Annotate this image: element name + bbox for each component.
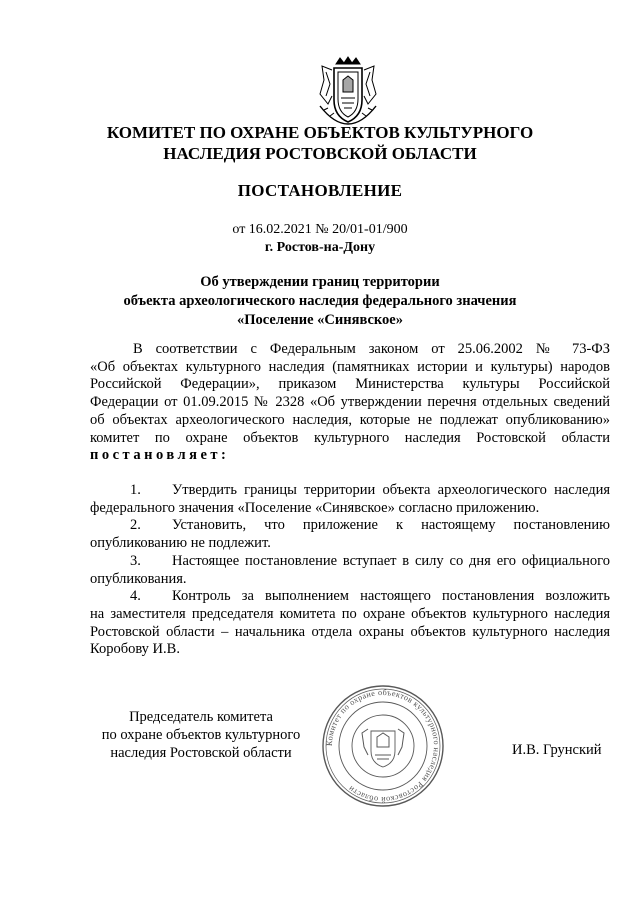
signatory-name: И.В. Грунский — [512, 742, 602, 758]
item-line — [90, 482, 610, 500]
svg-text:Комитет по охране объектов кул — [325, 688, 441, 804]
organization-name — [60, 122, 580, 164]
list-item — [90, 517, 610, 552]
preamble-line: В соответствии с Федеральным законом от 25.06.2002 № 73-ФЗ — [133, 341, 610, 357]
item-line: опубликованию не подлежит. — [90, 535, 271, 552]
list-item — [90, 588, 610, 659]
item-line — [90, 517, 610, 535]
item-text: Утвердить границы территории объекта археологического наследия — [172, 482, 610, 498]
item-line: Ростовской области – начальника отдела охраны объектов культурного наследия — [90, 623, 610, 640]
resolution-items — [90, 482, 610, 659]
item-line: Коробову И.В. — [90, 641, 180, 658]
preamble-line: Российской Федерации», приказом Министерства культуры Российской — [90, 376, 610, 393]
signatory-position — [96, 708, 306, 762]
org-line-2: НАСЛЕДИЯ РОСТОВСКОЙ ОБЛАСТИ — [163, 144, 477, 163]
document-type: ПОСТАНОВЛЕНИЕ — [237, 181, 403, 200]
preamble-paragraph — [90, 341, 610, 465]
item-number: 2. — [130, 517, 141, 534]
subject-line-3: «Поселение «Синявское» — [237, 312, 403, 328]
item-text: Настоящее постановление вступает в силу со дня его официального — [172, 552, 610, 569]
item-number: 3. — [130, 552, 141, 569]
item-number: 1. — [130, 482, 141, 498]
preamble-line: комитет по охране объектов культурного наследия Ростовской области — [90, 429, 610, 446]
seal-text: Комитет по охране объектов культурного наследия Ростовской области — [324, 687, 442, 805]
item-line: на заместителя председателя комитета по охране объектов культурного наследия — [90, 605, 610, 622]
date-number: от 16.02.2021 № 20/01-01/900 — [232, 222, 408, 237]
preamble-line: Федерации от 01.09.2015 № 2328 «Об утверждении перечня отдельных сведений — [90, 394, 610, 411]
item-text: Контроль за выполнением настоящего постановления возложить — [172, 588, 610, 605]
document-place: г. Ростов-на-Дону — [264, 240, 376, 255]
item-number: 4. — [130, 588, 141, 605]
org-line-1: КОМИТЕТ ПО ОХРАНЕ ОБЪЕКТОВ КУЛЬТУРНОГО — [106, 123, 534, 142]
preamble-line: об объектах археологического наследия, которые не подлежат опубликованию» — [90, 411, 610, 428]
list-item — [90, 482, 610, 517]
position-line-2: по охране объектов культурного — [101, 727, 301, 743]
subject-line-1: Об утверждении границ территории — [200, 274, 440, 290]
item-line: федерального значения «Поселение «Синявское» согласно приложению. — [90, 499, 540, 516]
list-item — [90, 553, 610, 588]
resolves-word: постановляет: — [90, 447, 230, 464]
preamble-line: «Об объектах культурного наследия (памятниках истории и культуры) народов — [90, 358, 610, 375]
position-line-1: Председатель комитета — [129, 709, 273, 725]
document-subject — [40, 273, 600, 330]
position-line-3: наследия Ростовской области — [110, 745, 292, 761]
official-seal-stamp — [320, 683, 446, 809]
item-text: Установить, что приложение к настоящему постановлению — [172, 517, 610, 534]
item-line — [90, 588, 610, 606]
item-line: опубликования. — [90, 570, 187, 587]
subject-line-2: объекта археологического наследия федерального значения — [123, 293, 517, 309]
item-line — [90, 553, 610, 571]
coat-of-arms-icon — [314, 56, 382, 126]
